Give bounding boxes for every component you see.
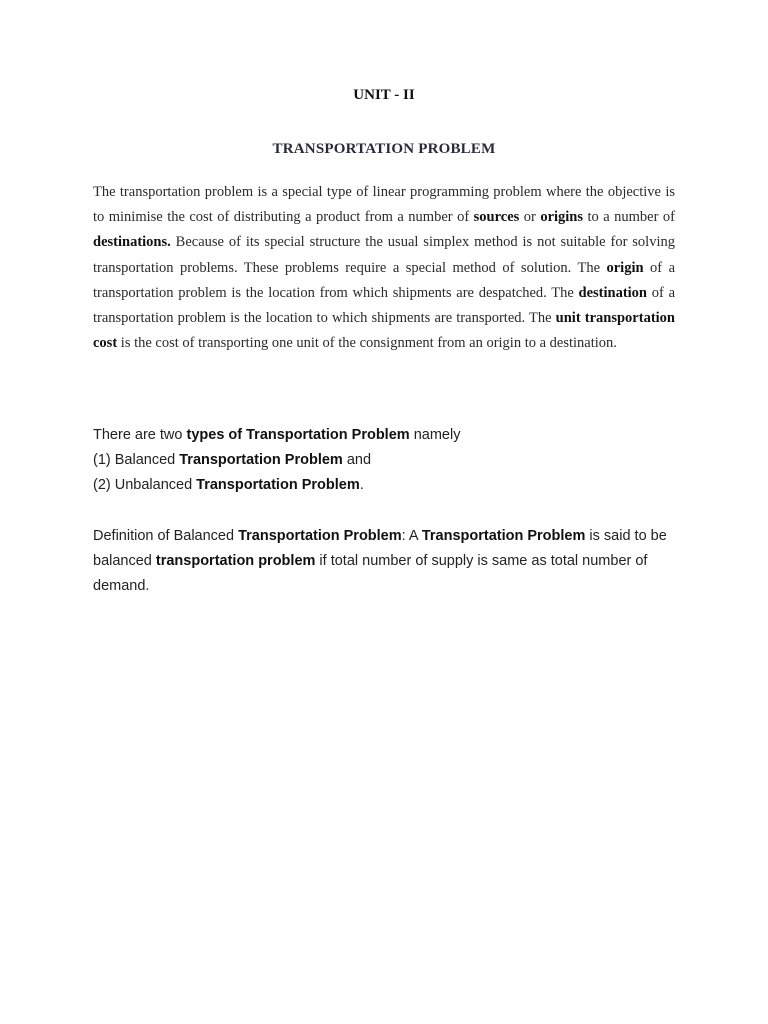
term-destination: destination [578,284,648,301]
term-sources: sources [473,209,520,226]
type-balanced-line [93,448,683,473]
types-line3-post: . [359,477,364,493]
types-intro-line [93,423,683,448]
types-line1-pre: There are two [93,427,187,443]
types-line1-bold: types of Transportation Problem [186,427,410,443]
intro-text-4: Because of its special structure the usual simplex method is not suitable for solving transportation problems. These problems require a special method of solution. The [93,234,675,276]
intro-text-6: of a transportation problem is the location to which shipments are transported. The [93,284,676,327]
intro-text-3: to a number of [583,209,675,226]
definition-text-1: Definition of Balanced [93,528,239,544]
section-title: TRANSPORTATION PROBLEM [272,141,496,157]
definition-bold-3: transportation problem [155,553,316,569]
definition-text-3: is said to be balanced [93,528,667,569]
type-unbalanced-line [93,473,683,498]
term-origins: origins [540,209,584,226]
types-list [93,423,683,498]
intro-text-5: of a transportation problem is the location from which shipments are despatched. The [93,259,676,301]
definition-paragraph [93,524,681,599]
unit-title: UNIT - II [353,87,415,103]
types-line2-post: and [342,452,372,468]
definition-text-4: if total number of supply is same as total number of demand. [93,553,648,594]
types-line3-bold: Transportation Problem [196,477,360,493]
types-line2-pre: (1) Balanced [93,452,180,468]
types-line3-pre: (2) Unbalanced [93,477,197,493]
intro-text-2: or [519,209,541,226]
term-destinations: destinations. [93,234,171,251]
intro-paragraph [93,180,675,356]
types-line2-bold: Transportation Problem [179,452,343,468]
definition-bold-2: Transportation Problem [421,528,586,544]
term-origin: origin [606,259,644,276]
term-unit-transportation-cost: unit transportation cost [93,310,675,352]
intro-text-7: is the cost of transporting one unit of the consignment from an origin to a destination. [117,335,617,352]
types-line1-post: namely [409,427,461,443]
intro-text-1: The transportation problem is a special type of linear programming problem where the objective is to minimise the cost of distributing a product from a number of [93,184,675,226]
definition-text-2: : A [401,528,422,544]
definition-bold-1: Transportation Problem [238,528,402,544]
